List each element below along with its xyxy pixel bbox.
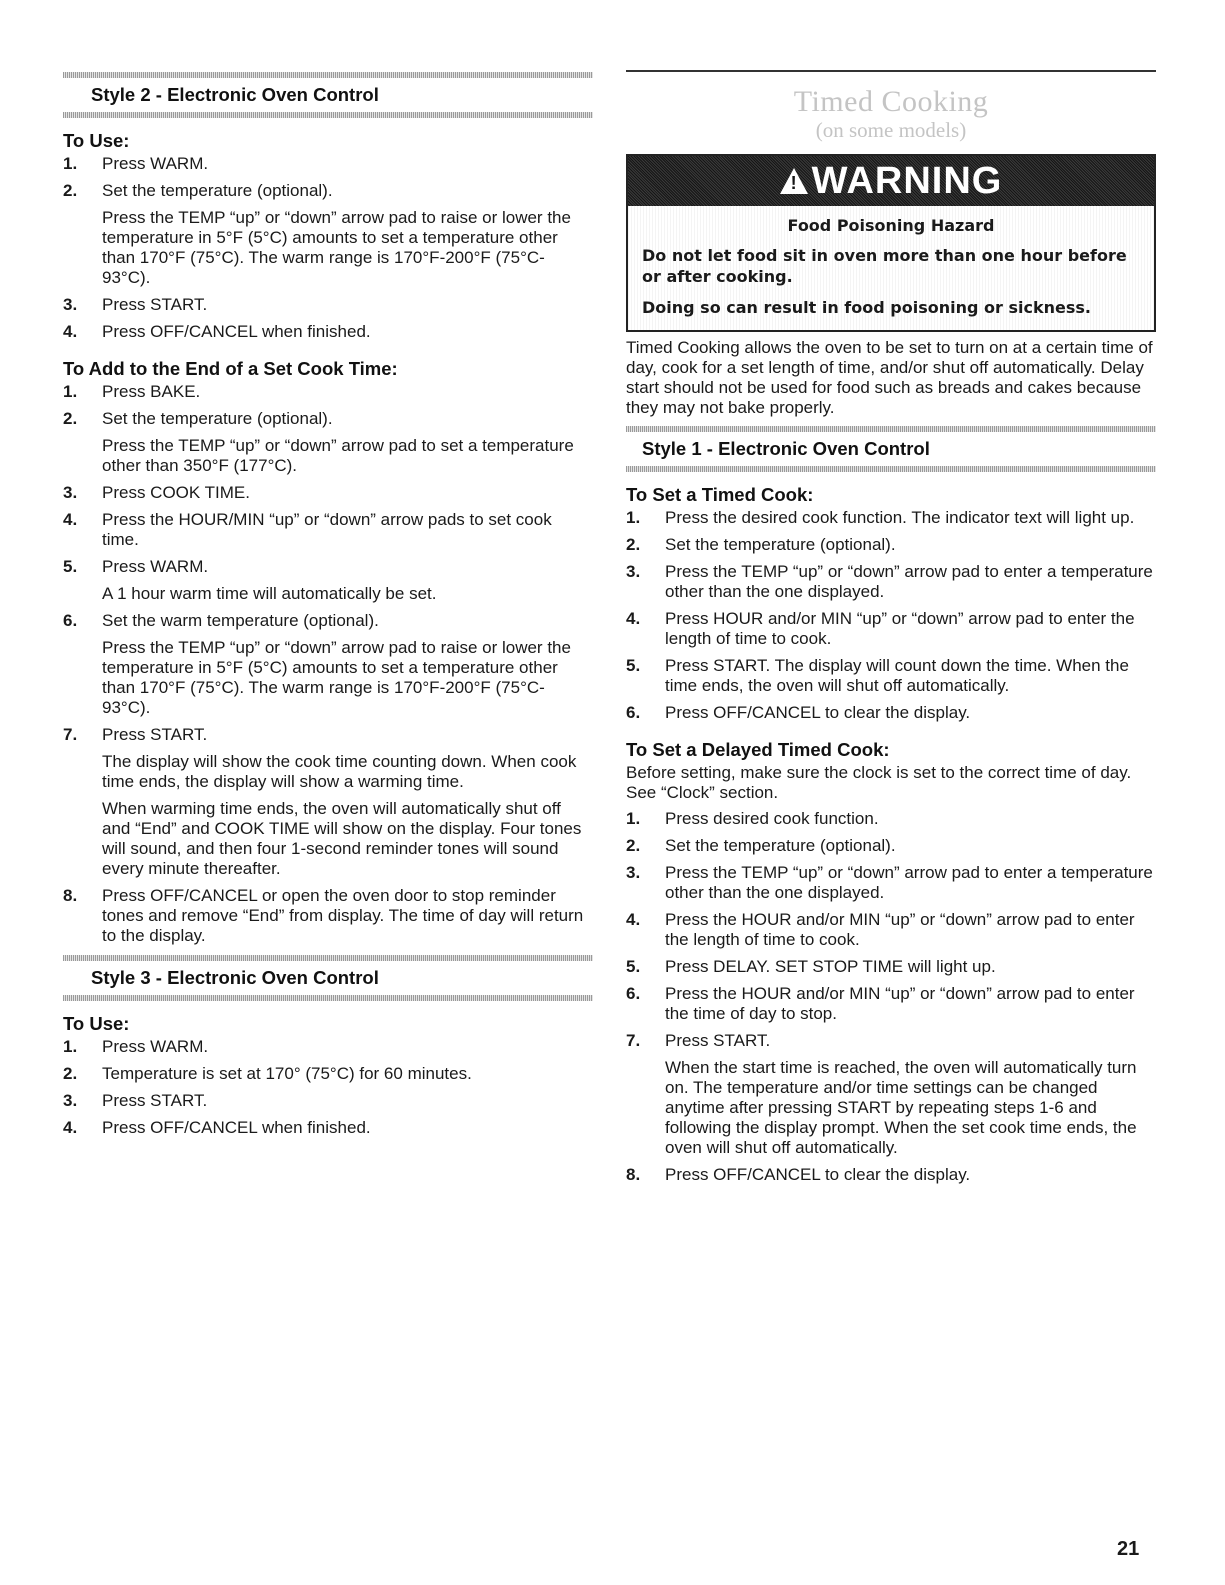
step: 1. Press the desired cook function. The indicator text will light up. [626, 508, 1135, 527]
warning-box [626, 154, 1156, 332]
step: 7. Press START. The display will show the cook time counting down. When cook time ends, the display will show a warming time. When warming time ends, the oven will automatically shut off and “End” and COOK TIME will show on the display. Four tones will sound, and then four 1-second reminder tones will sound every minute thereafter. [63, 725, 582, 878]
to-use3-heading: To Use: [63, 1013, 130, 1034]
delayed-intro: Before setting, make sure the clock is set to the correct time of day. See “Clock” section. [626, 763, 1132, 802]
delayed-steps [626, 809, 1156, 1185]
step: 7. Press START. When the start time is reached, the oven will automatically turn on. The temperature and/or time settings can be changed anytime after pressing START by repeating steps 1-6 and following the display prompt. When the set cook time ends, the oven will shut off automatically. [626, 1031, 1137, 1157]
step: 3. Press START. [63, 1091, 208, 1110]
step: 5. Press DELAY. SET STOP TIME will light up. [626, 957, 996, 976]
step: 4. Press OFF/CANCEL when finished. [63, 1118, 371, 1137]
delayed-heading: To Set a Delayed Timed Cook: [626, 739, 890, 760]
add-end-steps [63, 382, 593, 946]
style2-header-text: Style 2 - Electronic Oven Control [91, 84, 379, 105]
step: 1. Press desired cook function. [626, 809, 879, 828]
section-subtitle: (on some models) [815, 118, 967, 142]
warning-hazard: Food Poisoning Hazard [787, 216, 995, 235]
step: 1. Press BAKE. [63, 382, 201, 401]
timed-heading: To Set a Timed Cook: [626, 484, 814, 505]
warning-line: Do not let food sit in oven more than one hour before or after cooking. [642, 246, 1127, 286]
style3-header-text: Style 3 - Electronic Oven Control [91, 967, 379, 988]
step: 1. Press WARM. [63, 154, 209, 173]
top-rule [626, 70, 1156, 72]
intro-paragraph: Timed Cooking allows the oven to be set to turn on at a certain time of day, cook for a set length of time, and/or shut off automatically. Delay start should not be used for food such as breads and cakes because they may not bake properly. [626, 338, 1153, 417]
to-use-heading: To Use: [63, 130, 130, 151]
step: 4. Press HOUR and/or MIN “up” or “down” arrow pad to enter the length of time to cook. [626, 609, 1135, 648]
section-title: Timed Cooking [793, 85, 989, 118]
to-use-steps [63, 154, 593, 342]
step: 8. Press OFF/CANCEL to clear the display. [626, 1165, 971, 1184]
right-column [626, 70, 1156, 1192]
step: 5. Press START. The display will count down the time. When the time ends, the oven will shut off automatically. [626, 656, 1129, 695]
warning-line: Doing so can result in food poisoning or sickness. [642, 298, 1091, 317]
step: 4. Press the HOUR and/or MIN “up” or “down” arrow pad to enter the length of time to cook. [626, 910, 1135, 949]
step: 3. Press START. [63, 295, 208, 314]
step: 4. Press OFF/CANCEL when finished. [63, 322, 371, 341]
step: 2. Set the temperature (optional). Press the TEMP “up” or “down” arrow pad to set a temperature other than 350°F (177°C). [63, 409, 574, 475]
page-number: 21 [1117, 1538, 1140, 1560]
step: 2. Set the temperature (optional). [626, 836, 896, 855]
step: 3. Press the TEMP “up” or “down” arrow pad to enter a temperature other than the one displayed. [626, 863, 1153, 902]
warning-header [628, 156, 1154, 206]
step: 4. Press the HOUR/MIN “up” or “down” arrow pads to set cook time. [63, 510, 552, 549]
step: 6. Press OFF/CANCEL to clear the display. [626, 703, 971, 722]
step: 5. Press WARM. A 1 hour warm time will automatically be set. [63, 557, 437, 603]
step: 6. Press the HOUR and/or MIN “up” or “down” arrow pad to enter the time of day to stop. [626, 984, 1135, 1023]
style1-header [626, 424, 1156, 474]
warning-body [628, 206, 1154, 330]
left-column [63, 70, 593, 1145]
step: 6. Set the warm temperature (optional). Press the TEMP “up” or “down” arrow pad to raise or lower the temperature in 5°F (5°C) amounts to set a temperature other than 170°F (75°C). The warm range is 170°F-200°F (75°C-93°C). [63, 611, 571, 717]
warning-triangle-icon: ! [780, 168, 808, 194]
step: 3. Press COOK TIME. [63, 483, 250, 502]
style3-header [63, 953, 593, 1003]
style2-header [63, 70, 593, 120]
step: 2. Set the temperature (optional). [626, 535, 896, 554]
to-use3-steps [63, 1037, 593, 1138]
warning-label: WARNING [811, 159, 1003, 202]
step: 1. Press WARM. [63, 1037, 209, 1056]
style1-header-text: Style 1 - Electronic Oven Control [642, 438, 930, 459]
step: 2. Temperature is set at 170° (75°C) for 60 minutes. [63, 1064, 472, 1083]
step: 3. Press the TEMP “up” or “down” arrow pad to enter a temperature other than the one displayed. [626, 562, 1153, 601]
step: 8. Press OFF/CANCEL or open the oven door to stop reminder tones and remove “End” from display. The time of day will return to the display. [63, 886, 584, 945]
step: 2. Set the temperature (optional). Press the TEMP “up” or “down” arrow pad to raise or lower the temperature in 5°F (5°C) amounts to set a temperature other than 170°F (75°C). The warm range is 170°F-200°F (75°C-93°C). [63, 181, 571, 287]
timed-steps [626, 508, 1156, 723]
add-end-heading: To Add to the End of a Set Cook Time: [63, 358, 398, 379]
